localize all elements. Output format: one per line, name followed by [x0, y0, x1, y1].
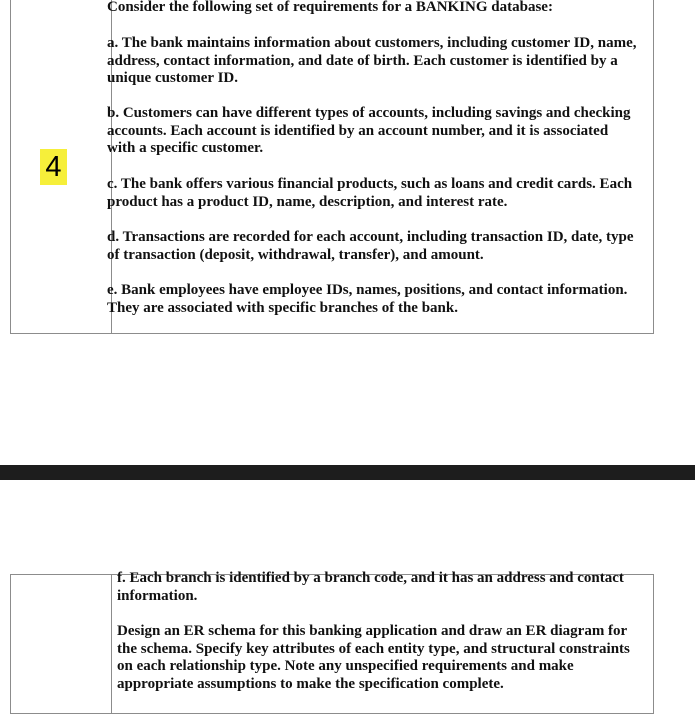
requirement-e: e. Bank employees have employee IDs, names, positions, and contact information. They are associated with specific branches of the bank. — [107, 282, 628, 316]
question-number: 4 — [40, 149, 67, 185]
question-table-continued — [10, 570, 654, 714]
task-instructions: Design an ER schema for this banking application and draw an ER diagram for the schema. Specify key attributes of each entity type, and structural constraints on each relationship type. Note any unspecified requirements and make appropriate assumptions to make the specification complete. — [117, 623, 630, 692]
requirement-a: a. The bank maintains information about customers, including customer ID, name, address, contact information, and date of birth. Each customer is identified by a unique customer ID. — [107, 35, 637, 86]
requirement-c: c. The bank offers various financial products, such as loans and credit cards. Each product has a product ID, name, description, and interest rate. — [107, 176, 633, 210]
requirement-d: d. Transactions are recorded for each account, including transaction ID, date, type of transaction (deposit, withdrawal, transfer), and amount. — [107, 229, 634, 263]
requirement-b: b. Customers can have different types of accounts, including savings and checking accounts. Each account is identified by an account number, and it is associated with a specific customer. — [107, 105, 631, 156]
document-page-bottom — [0, 480, 695, 700]
requirement-f: f. Each branch is identified by a branch code, and it has an address and contact information. — [117, 570, 624, 604]
column-divider — [111, 575, 112, 713]
question-intro: Consider the following set of requirements for a BANKING database: — [107, 0, 553, 15]
page-separator — [0, 465, 695, 480]
